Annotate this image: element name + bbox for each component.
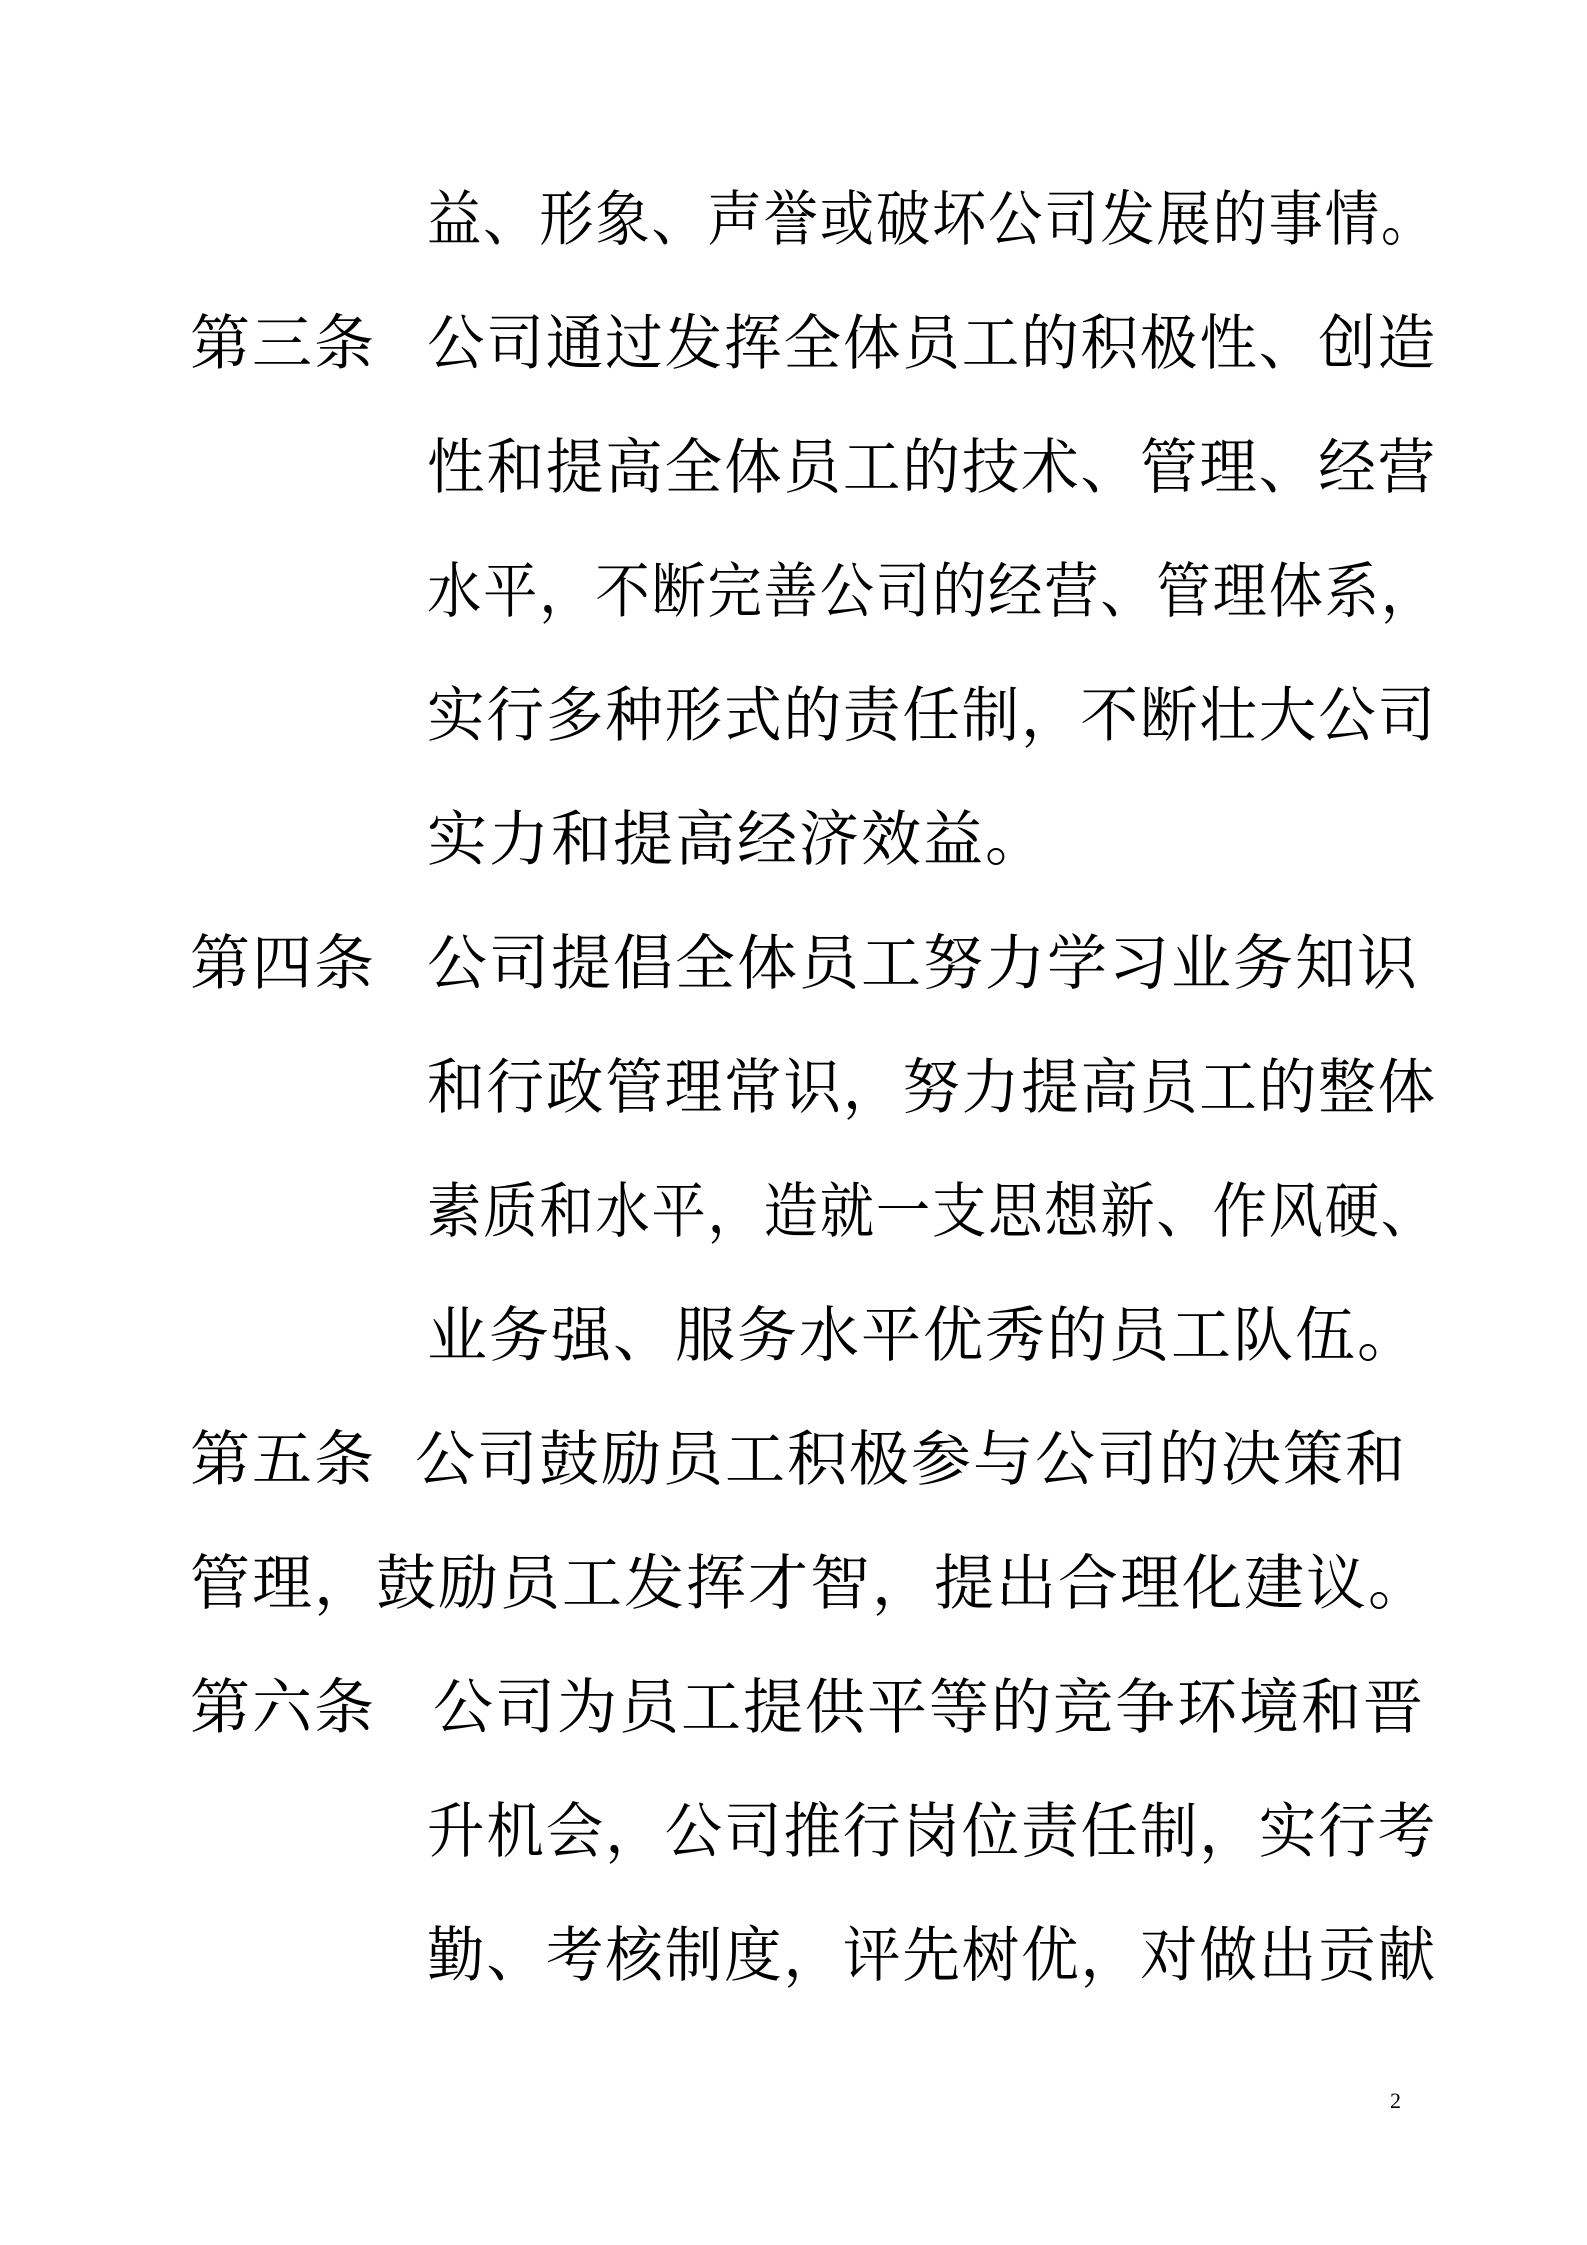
article-6-line-2: 升机会，公司推行岗位责任制，实行考 [427, 1797, 1438, 1867]
article-6-line-3: 勤、考核制度，评先树优，对做出贡献 [427, 1921, 1438, 1991]
article-6-line-1: 公司为员工提供平等的竞争环境和晋 [433, 1673, 1425, 1743]
article-3-line-4: 实行多种形式的责任制，不断壮大公司 [427, 681, 1438, 751]
article-4-line-3: 素质和水平，造就一支思想新、作风硬、 [427, 1177, 1437, 1247]
article-5-line-2: 管理，鼓励员工发挥才智，提出合理化建议。 [190, 1549, 1430, 1619]
article-4-line-2: 和行政管理常识，努力提高员工的整体 [427, 1053, 1438, 1123]
article-3-line-2: 性和提高全体员工的技术、管理、经营 [427, 433, 1438, 503]
article-3-line-5: 实力和提高经济效益。 [427, 805, 1047, 875]
article-3-label: 第三条 [190, 309, 376, 379]
article-4-label: 第四条 [190, 929, 376, 999]
continuation-line: 益、形象、声誉或破坏公司发展的事情。 [427, 185, 1437, 255]
page-number: 2 [1390, 2088, 1401, 2113]
article-5-label: 第五条 [190, 1425, 376, 1495]
article-6-label: 第六条 [190, 1673, 376, 1743]
article-4-line-1: 公司提倡全体员工努力学习业务知识 [427, 929, 1419, 999]
article-4-line-4: 业务强、服务水平优秀的员工队伍。 [427, 1301, 1419, 1371]
article-3-line-1: 公司通过发挥全体员工的积极性、创造 [427, 309, 1438, 379]
article-5-line-1: 公司鼓励员工积极参与公司的决策和 [415, 1425, 1407, 1495]
article-3-line-3: 水平，不断完善公司的经营、管理体系， [427, 557, 1437, 627]
